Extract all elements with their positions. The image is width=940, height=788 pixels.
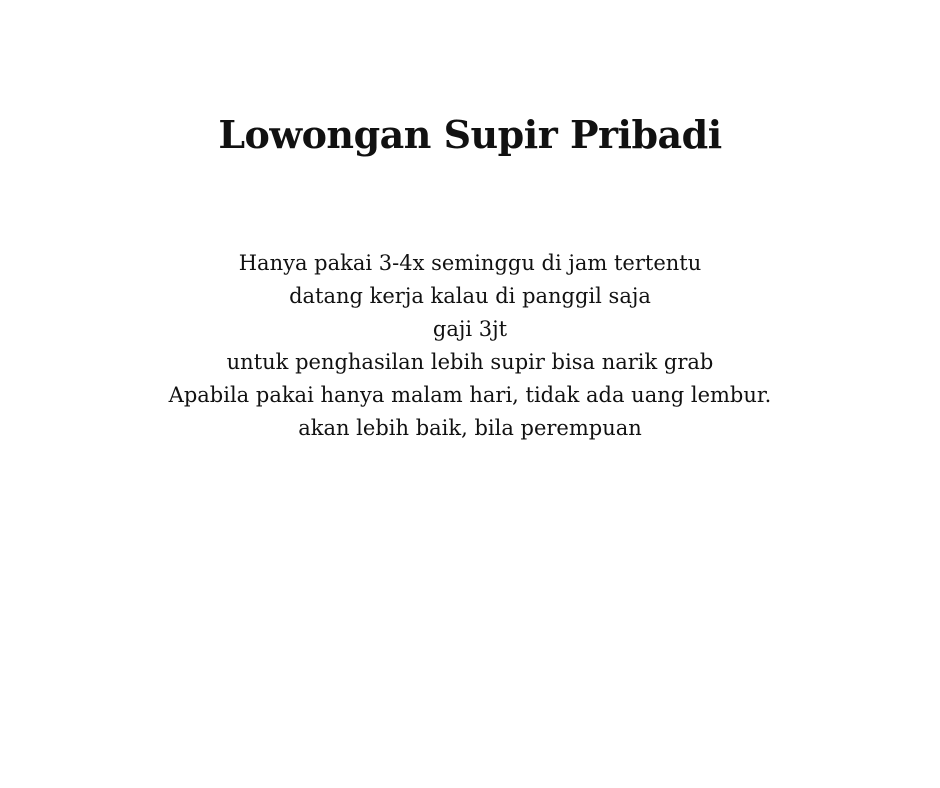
description-line: datang kerja kalau di panggil saja	[289, 284, 651, 308]
description-line: Apabila pakai hanya malam hari, tidak ada uang lembur.	[168, 383, 772, 407]
page-title: Lowongan Supir Pribadi	[218, 112, 722, 157]
description-line: Hanya pakai 3-4x seminggu di jam tertentu	[238, 251, 702, 275]
job-description	[40, 247, 900, 445]
description-line: untuk penghasilan lebih supir bisa narik grab	[226, 350, 714, 374]
description-line: gaji 3jt	[432, 317, 508, 341]
description-line: akan lebih baik, bila perempuan	[298, 416, 642, 440]
